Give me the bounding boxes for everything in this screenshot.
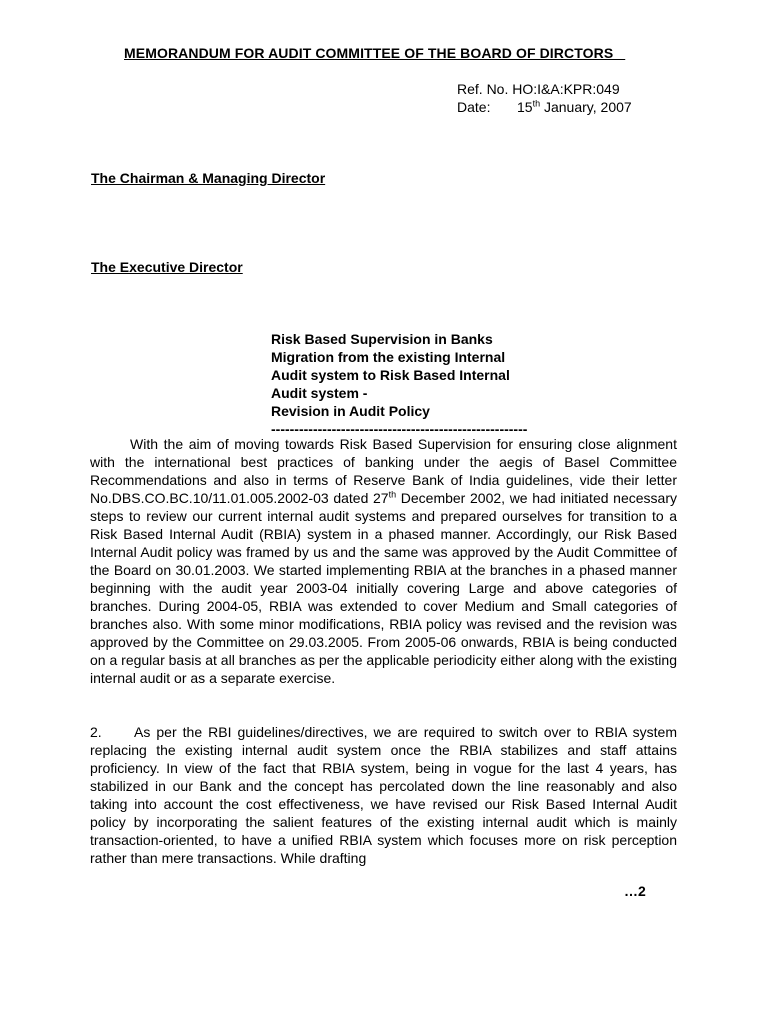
reference-block [457,80,632,116]
date-label: Date: [457,99,491,115]
subject-block [271,330,527,438]
addressee-executive-director: The Executive Director [91,259,243,275]
subject-line: Migration from the existing Internal [271,349,506,365]
paragraph-1-text-b: December 2002, we had initiated necessary steps to review our current internal audit systems and prepared ourselves for transition to a Risk Based Internal Audit (RBIA) system in a phased manner. Accordingly, our Risk Based Internal Audit policy was framed by us and the same was approved by the Audit Committee of the Board on 30.01.2003. We started implementing RBIA at the branches in a phased manner beginning with the audit year 2003-04 initially covering Large and above categories of branches. During 2004-05, RBIA was extended to cover Medium and Small categories of branches also. With some minor modifications, RBIA policy was revised and the revision was approved by the Committee on 29.03.2005. From 2005-06 onwards, RBIA is being conducted on a regular basis at all branches as per the applicable periodicity either along with the existing internal audit or as a separate exercise. [90,490,677,686]
subject-line: Audit system - [271,385,368,401]
date-day-suffix: th [532,98,541,109]
reference-label: Ref. No. [457,81,509,97]
subject-line: Audit system to Risk Based Internal [271,367,510,383]
reference-number: HO:I&A:KPR:049 [512,81,620,97]
paragraph-2-text: As per the RBI guidelines/directives, we are required to switch over to RBIA system replacing the existing internal audit system once the RBIA stabilizes and staff attains proficiency. In view of the fact that RBIA system, being in vogue for the last 4 years, has stabilized in our Bank and the concept has percolated down the line reasonably and also taking into account the cost effectiveness, we have revised our Risk Based Internal Audit policy by incorporating the salient features of the existing internal audit which is mainly transaction-oriented, to have a unified RBIA system which focuses more on risk perception rather than mere transactions. While drafting [90,724,677,866]
date-day: 15 [517,99,533,115]
date-month-year: January, 2007 [540,99,632,115]
paragraph-2 [90,723,677,867]
paragraph-2-number: 2. [90,724,102,740]
date-row [457,98,632,116]
addressee-chairman: The Chairman & Managing Director [91,170,326,186]
reference-number-row [457,80,632,98]
paragraph-1 [90,435,677,687]
subject-line: Revision in Audit Policy [271,403,430,419]
subject-line: Risk Based Supervision in Banks [271,331,493,347]
subject-separator: ------------------------------------------------------- [271,421,528,437]
continuation-page-marker: …2 [624,883,646,899]
paragraph-1-text-a: With the aim of moving towards Risk Based Supervision for ensuring close alignment with the international best practices of banking under the aegis of Basel Committee Recommendations and also in terms of Reserve Bank of India guidelines, vide their letter No.DBS.CO.BC.10/11.01.005.2002-03 dated 27 [90,436,677,506]
memo-title: MEMORANDUM FOR AUDIT COMMITTEE OF THE BOARD OF DIRCTORS [124,45,626,61]
paragraph-1-superscript: th [388,489,397,500]
